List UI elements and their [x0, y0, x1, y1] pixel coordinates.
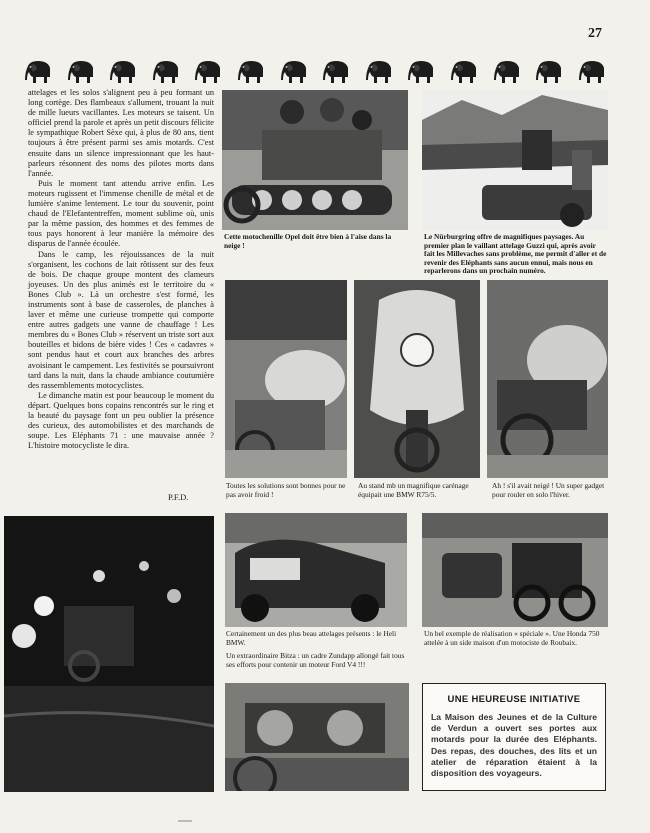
photo-night-convoy	[4, 516, 214, 792]
caption-bmw: Au stand mb un magnifique carénage équipait une BMW R75/5.	[358, 481, 469, 499]
caption-bitza: Un extraordinaire Bitza : un cadre Zundapp allongé fait tous ses efforts pour contenir un moteur Ford V4 !!!	[226, 651, 405, 669]
elephant-icon	[407, 60, 437, 84]
elephant-icon	[280, 60, 310, 84]
photo-bmw-carenage	[354, 280, 480, 478]
elephant-icon	[67, 60, 97, 84]
caption-opel: Cette motochenille Opel doit être bien à l'aise dans la neige !	[224, 232, 392, 250]
photo-honda-side	[422, 513, 608, 627]
photo-heli-bmw	[225, 513, 407, 627]
caption-heli: Certainement un des plus beau attelages présents : le Heli BMW.	[226, 629, 397, 647]
photo-neige-gadget	[487, 280, 608, 478]
page-number: 27	[588, 26, 602, 41]
article-paragraph: attelages et les solos s'alignent peu à peu formant un long cortège. Des flambeaux s'allument, trouant la nuit de mille lueurs vacillantes. Les moteurs se taisent. Un officiel prend la parole et après un petit discours félicite le sympathique Robert Sèxe qui, à plus de 80 ans, tient toujours à être présent parmi ses amis motards. C'est ensuite dans un silence impressionnant que les haut-parleurs résonnent des noms des pilotes morts dans l'année.	[28, 88, 214, 178]
elephant-icon	[152, 60, 182, 84]
elephant-icon	[194, 60, 224, 84]
caption-neige: Ah ! s'il avait neigé ! Un super gadget pour rouler en solo l'hiver.	[492, 481, 605, 499]
caption-solutions: Toutes les solutions sont bonnes pour ne pas avoir froid !	[226, 481, 346, 499]
article-column	[28, 88, 214, 451]
elephant-icon	[322, 60, 352, 84]
photo-solutions	[225, 280, 347, 478]
sidebar-box	[422, 683, 606, 791]
article-paragraph: Dans le camp, les réjouissances de la nuit s'organisent, les cochons de lait rôtissent sur des feux de bois. De chaque groupe montent des clameurs joyeuses. Un des plus animés est le territoire du « Bones Club ». Là un orchestre s'est formé, les instruments sont à base de casseroles, de planches à laver et même une curieuse trompette qui comporte entre autres gadgets une vanne de chauffage ! Les membres du « Bones Club » réservent un triste sort aux bouteilles et bidons de bière vides ! Ces « cadavres » sont pendus haut et court aux branches des arbres avoisinant le campement. Les festivités se poursuivront tard dans la nuit, dans la chaude ambiance coutumière des rassemblements motocyclistes.	[28, 249, 214, 390]
footer-mark	[178, 820, 192, 822]
box-text: La Maison des Jeunes et de la Culture de Verdun a ouvert ses portes aux motards pour la durée des Eléphants. Des repas, des douches, des lits et un atelier de réparation étaient à la disposition des voyageurs.	[431, 712, 597, 779]
elephant-icon	[237, 60, 267, 84]
elephant-icon	[450, 60, 480, 84]
photo-nurburgring	[422, 90, 608, 230]
article-paragraph: Le dimanche matin est pour beaucoup le moment du départ. Quelques bons copains rencontrés sur le ring et la beauté du paysage font un peu oublier la présence des curieux, des automobilistes et des marchands de soupe. Les Eléphants 71 : une mauvaise année ? L'histoire motocycliste le dira.	[28, 390, 214, 451]
elephant-icon	[493, 60, 523, 84]
caption-honda: Un bel exemple de réalisation « spéciale ». Une Honda 750 attelée à un side maison d'un motociste de Roubaix.	[424, 629, 600, 647]
photo-opel-motochenille	[222, 90, 408, 230]
photo-bitza	[225, 683, 409, 791]
elephant-icon	[109, 60, 139, 84]
elephant-icon	[535, 60, 565, 84]
author-signature: P.F.D.	[168, 492, 189, 502]
elephant-banner	[24, 56, 608, 84]
elephant-icon	[365, 60, 395, 84]
elephant-icon	[24, 60, 54, 84]
article-paragraph: Puis le moment tant attendu arrive enfin. Les moteurs rugissent et l'immense chenille de métal et de lumière s'anime lentement. Le tour du souvenir, point chaud de l'Elefantentreffen, moment sublime où, unis par la même passion, des hommes et des femmes de tous pays honorent à leur manière la mémoire des disparus de l'année écoulée.	[28, 178, 214, 249]
caption-nurburgring: Le Nürburgring offre de magnifiques paysages. Au premier plan le vaillant attelage Guzzi qui, après avoir fait les Millevaches sans problème, me permit d'aller et de revenir des Eléphants sans aucun ennui, mais nous en reparlerons dans un prochain numéro.	[424, 232, 607, 276]
box-title: UNE HEUREUSE INITIATIVE	[447, 694, 581, 705]
elephant-icon	[578, 60, 608, 84]
